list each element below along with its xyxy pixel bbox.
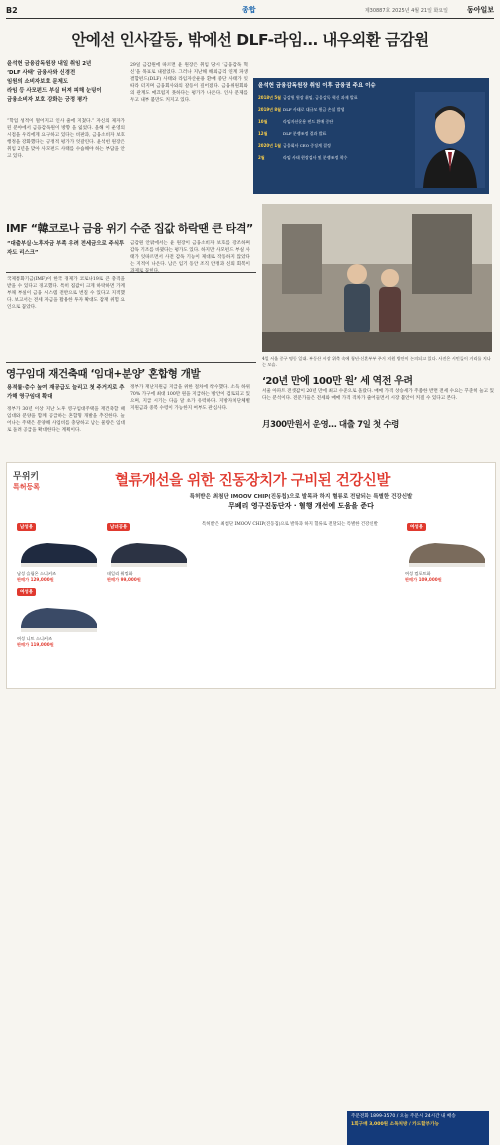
top-headline: 안에선 인사갈등, 밖에선 DLF-라임… 내우외환 금감원 xyxy=(71,31,429,49)
shoe-advertisement xyxy=(6,462,496,1127)
product-info-3: 데일리 워킹화 판매가 99,000원 xyxy=(107,571,141,582)
timeline-item: 2020년 1월 금융회사 CEO 중징계 결정 xyxy=(258,143,331,148)
timeline-item: 10월 라임자산운용 펀드 환매 중단 xyxy=(258,119,334,124)
top-story-body-mid: 29일 금감원에 따르면 윤 원장은 취임 당시 ‘금융감독 혁신’을 목표로 내걸었다. 그러나 지난해 해외금리 연계 파생결합펀드(DLF) 사태와 라임자산운용 환매 중단 사태가 잇따라 터지며 금융회사와의 갈등이 깊어졌다. 금융위원회와의 관계도 매끄럽지 못하다는 평가가 나온다. 인사 문제를 두고 내부 불만도 커지고 있다. xyxy=(130,63,248,103)
product-tag: 남녀공용 xyxy=(107,523,130,531)
timeline-item: 12월 DLF 분쟁조정 결과 발표 xyxy=(258,131,327,136)
timeline-item: 2월 라임 사태 현장검사 및 분쟁조정 착수 xyxy=(258,155,348,160)
order-panel: 주문전화 1899-3570 / 오늘 주문시 24시간 내 배송 1회구매 3,000원 소독처방 / 카드할부가능 xyxy=(347,1111,489,1145)
page-header xyxy=(6,2,494,19)
official-portrait xyxy=(415,92,485,188)
page-number: B2 xyxy=(6,6,18,15)
ad-subtitle: 특허받은 최첨단 IMOOV CHIP(진동칩)으로 발목과 하지 혈류로 전달되는 특별한 건강신발 xyxy=(189,494,413,500)
photo-story-headline: ‘20년 만에 100만 원’ 세 역전 우려 xyxy=(262,376,413,387)
shoe-image-2 xyxy=(17,598,101,634)
section-name: 종합 xyxy=(242,5,256,14)
product-info-1: 남성 슬립온 스니커즈 판매가 129,000원 xyxy=(17,571,57,582)
ad-brand: 무위키 특허등록 xyxy=(13,472,41,491)
product-info-4: 여성 컴포트화 판매가 109,000원 xyxy=(405,571,442,582)
shoe-image-4 xyxy=(405,533,489,569)
product-tag: 여성용 xyxy=(407,523,426,531)
timeline-item: 2019년 8월 DLF 사태로 대규모 원금 손실 발생 xyxy=(258,107,345,112)
shoe-image-1 xyxy=(17,533,101,569)
ad-body: 특허받은 최첨단 IMOOV CHIP(진동칩)으로 발목과 하지 혈류로 전달되는 특별한 건강신발 xyxy=(202,522,378,527)
product-info-2: 여성 니트 스니커즈 판매가 119,000원 xyxy=(17,636,54,647)
housing-headline: 영구임대 재건축때 ‘임대+분양’ 혼합형 개발 xyxy=(6,368,201,380)
product-tag: 남성용 xyxy=(17,523,36,531)
photo-story-body: 서울 아파트 전셋값이 20년 만에 최고 수준으로 올랐다. 매매 가격 상승세가 주춤한 반면 전세 수요는 꾸준히 늘고 있다는 분석이다. 전문가들은 전세와 매매 가격 격차가 줄어들면서 시장 불안이 커질 수 있다고 본다. xyxy=(262,389,494,401)
issue-date: 제30887호 2025년 4월 21일 화요일 xyxy=(364,8,448,14)
shoe-image-3 xyxy=(107,533,191,569)
top-story-body-left: “학업 성적이 떨어지고 인사 줄에 지쳤다.” 자신의 제자가 된 분야에서 금융감독원이 방향 을 잃었다. 올해 이 운영의 시점을 우리에게 요구하고 있다는 비판과, 금융소비자 보호 행정을 강화했다는 긍정적 평가가 엇갈린다. 윤석헌 원장은 취임 2년을 맞아 사모펀드 사태를 수습해야 하는 부담을 안고 있다. xyxy=(7,119,125,159)
masthead-logo: 동아일보 xyxy=(466,5,494,14)
housing-body-col2: 정부가 재난지원금 지급을 위한 절차에 착수했다. 소득 하위 70% 가구에 최대 100만 원을 지급하는 방안이 검토되고 있으며, 지급 시기는 다음 달 초가 유력하다. 지방자치단체별 지원금과 중복 수령이 가능한지 여부도 관심사다. xyxy=(130,385,250,411)
timeline-item: 2018년 5월 금감원 원장 취임, 금융감독 혁신 과제 발표 xyxy=(258,95,358,100)
product-tag: 여성용 xyxy=(17,588,36,596)
imf-headline: IMF “韓코로나 금융 위기 수준 집값 하락땐 큰 타격” xyxy=(6,222,253,235)
timeline-box xyxy=(253,78,489,194)
imf-body-col2: 금감원 안팎에서는 윤 원장이 금융소비자 보호를 강조하며 감독 기조를 바꿨다는 평가도 있다. 하지만 사모펀드 부실 사태가 잇따르면서 사전 감독 기능이 제대로 작동하지 않았다는 지적이 나온다. 남은 임기 동안 조직 안정과 신뢰 회복이 과제로 꼽힌다. xyxy=(130,241,250,274)
street-photo xyxy=(262,204,492,352)
grant-headline: 月300만원서 운영… 대출 7일 첫 수령 xyxy=(262,420,399,430)
imf-body: 국제통화기금(IMF)이 한국 경제가 코로나19로 큰 충격을 받을 수 있다고 경고했다. 특히 집값이 크게 하락하면 가계부채 부실이 금융 시스템 전반으로 번질 수 있다고 지적했다. 보고서는 전세 자금을 활용한 투자 확대도 잠재 위험 요인으로 꼽았다. xyxy=(7,277,125,310)
section-divider xyxy=(6,362,256,363)
top-story-lead: 윤석헌 금융감독원장 내일 취임 2년 ‘DLF 사태’ 금융사와 신경전 임원의 소비자보호 문제도 라임 등 사모펀드 부실 터져 피해 눈덩이 금융소비자 보호 강화는 긍정 평가 xyxy=(7,61,102,103)
imf-lead: “대출부실·노후자금 부족 우려 전세금으로 주식투자도 리스크” xyxy=(7,241,125,256)
timeline-title: 윤석헌 금융감독원장 취임 이후 금융권 주요 이슈 xyxy=(258,83,376,89)
ad-subtitle-2: 무베리 영구진동단자 · 혈행 개선에 도움을 준다 xyxy=(228,502,374,510)
housing-lead: 용적률·층수 높여 재공급도 늘리고 첫 주거지로 추가해 영구임대 확대 xyxy=(7,385,125,400)
ad-title: 혈류개선을 위한 진동장치가 구비된 건강신발 xyxy=(115,473,390,489)
photo-caption: 4일 서울 중구 명동 일대. 부동산 시장 위축 속에 청년·신혼부부 주거 지원 방안이 논의되고 있다. 사진은 시민들이 거리를 지나는 모습. xyxy=(262,356,491,367)
housing-body: 정부가 30년 이상 지난 노후 영구임대주택을 재건축할 때 임대와 분양을 함께 공급하는 혼합형 개발을 추진한다. 늘어나는 주택은 분양해 사업비를 충당하고 남는 물량은 임대로 돌려 공급을 확대한다는 계획이다. xyxy=(7,407,125,433)
